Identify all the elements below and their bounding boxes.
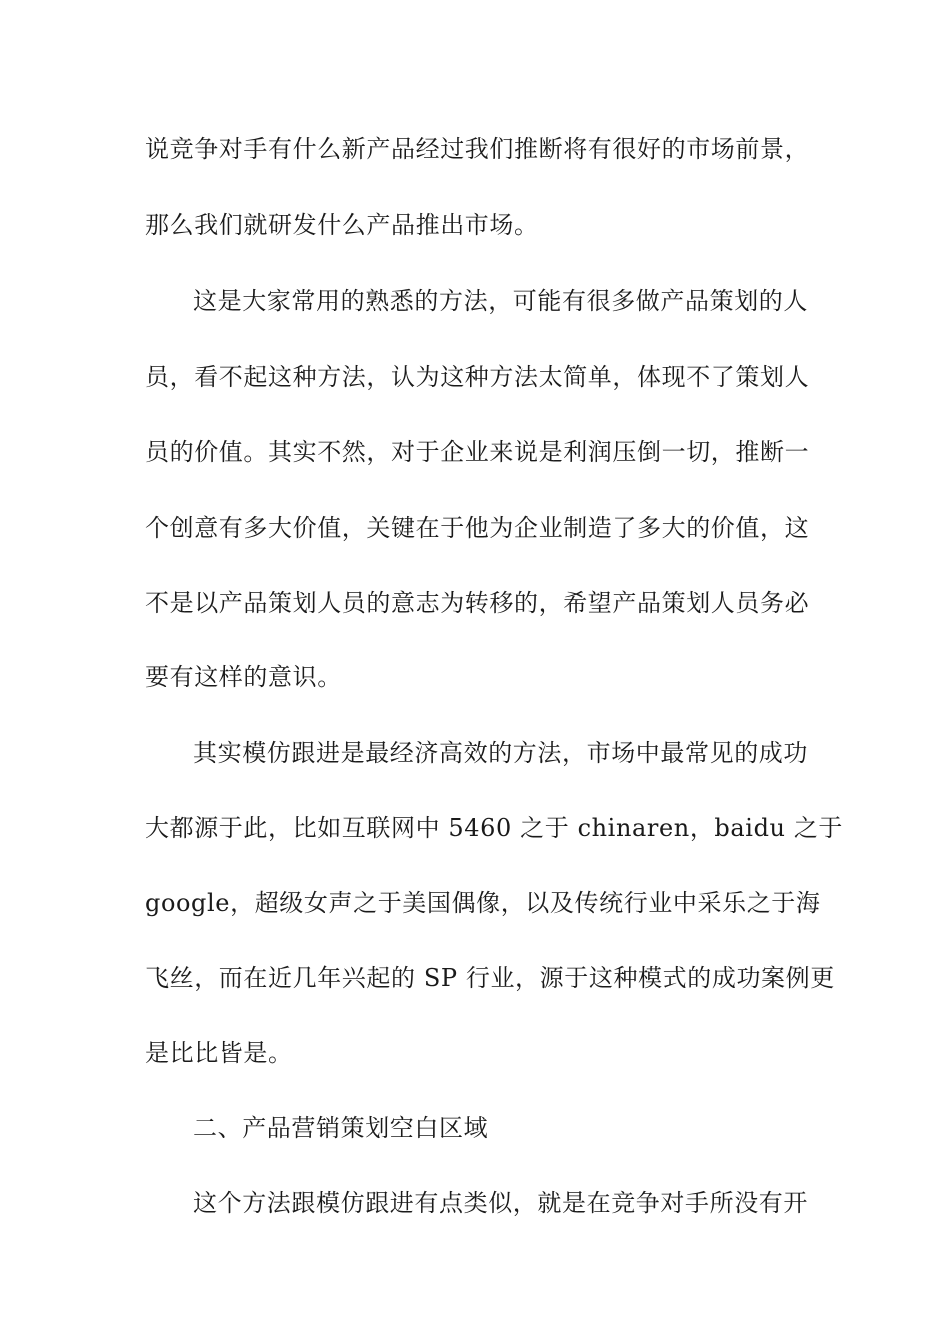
text-line: 是比比皆是。 [145,1039,293,1067]
text-line: 说竞争对手有什么新产品经过我们推断将有很好的市场前景， [145,135,810,163]
text-line: 不是以产品策划人员的意志为转移的，希望产品策划人员务必 [145,589,810,617]
text-line: google，超级女声之于美国偶像，以及传统行业中采乐之于海 [145,889,821,917]
text-line: 大都源于此，比如互联网中 5460 之于 chinaren，baidu 之于 [145,814,844,842]
text-line: 个创意有多大价值，关键在于他为企业制造了多大的价值，这 [145,514,810,542]
section-heading: 二、产品营销策划空白区域 [193,1114,489,1142]
text-line: 飞丝，而在近几年兴起的 SP 行业，源于这种模式的成功案例更 [145,964,835,992]
paragraph-first-line: 这个方法跟模仿跟进有点类似，就是在竞争对手所没有开 [193,1189,808,1217]
text-line: 员的价值。其实不然，对于企业来说是利润压倒一切，推断一 [145,438,810,466]
text-line: 员，看不起这种方法，认为这种方法太简单，体现不了策划人 [145,363,810,391]
paragraph-first-line: 其实模仿跟进是最经济高效的方法，市场中最常见的成功 [193,739,808,767]
paragraph-first-line: 这是大家常用的熟悉的方法，可能有很多做产品策划的人 [193,287,808,315]
text-line: 要有这样的意识。 [145,663,342,691]
text-line: 那么我们就研发什么产品推出市场。 [145,211,539,239]
